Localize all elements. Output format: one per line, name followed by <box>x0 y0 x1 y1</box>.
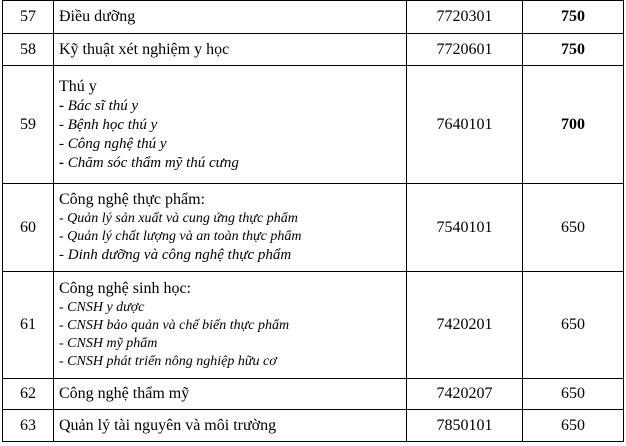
row-number: 61 <box>3 272 54 379</box>
sub-major: Chăm sóc thẩm mỹ thú cưng <box>67 154 239 171</box>
major-name: Quản lý tài nguyên và môi trường <box>54 410 407 442</box>
major-code: 7420207 <box>407 379 523 410</box>
major-score: 650 <box>523 272 624 379</box>
row-number: 59 <box>3 66 54 184</box>
table-row <box>3 184 624 272</box>
major-code: 7720301 <box>407 1 523 34</box>
sub-major: Bác sĩ thú y <box>67 97 139 114</box>
major-score: 700 <box>523 66 624 184</box>
table-row <box>3 34 624 66</box>
major-score: 650 <box>523 184 624 272</box>
major-score: 650 <box>523 379 624 410</box>
major-name-cell: Công nghệ sinh học: - CNSH y dược - CNSH bảo quản và chế biến thực phẩm - CNSH mỹ phẩm - CNSH phát triển nông nghiệp hữu cơ <box>54 272 407 379</box>
sub-major: Bệnh học thú y <box>67 116 158 133</box>
major-code: 7540101 <box>407 184 523 272</box>
table-row <box>3 1 624 34</box>
major-code: 7850101 <box>407 410 523 442</box>
row-number: 63 <box>3 410 54 442</box>
row-number: 57 <box>3 1 54 34</box>
majors-table <box>2 0 624 442</box>
major-name-cell: Thú y - Bác sĩ thú y - Bệnh học thú y - Công nghệ thú y - Chăm sóc thẩm mỹ thú cưng <box>54 66 407 184</box>
major-score: 750 <box>523 34 624 66</box>
table-row <box>3 379 624 410</box>
row-number: 58 <box>3 34 54 66</box>
sub-major: Công nghệ thú y <box>67 135 167 152</box>
major-name: Kỹ thuật xét nghiệm y học <box>54 34 407 66</box>
table-row <box>3 272 624 379</box>
sub-major: Quản lý chất lượng và an toàn thực phẩm <box>67 229 302 244</box>
major-name: Công nghệ thực phẩm: <box>59 191 205 208</box>
sub-major: Quản lý sản xuất và cung ứng thực phẩm <box>67 211 298 226</box>
major-name: Công nghệ thẩm mỹ <box>54 379 407 410</box>
sub-major: CNSH y dược <box>67 300 145 315</box>
major-score: 650 <box>523 410 624 442</box>
major-code: 7640101 <box>407 66 523 184</box>
major-name: Điều dưỡng <box>54 1 407 34</box>
sub-major: CNSH phát triển nông nghiệp hữu cơ <box>67 354 277 369</box>
sub-major: CNSH mỹ phẩm <box>67 336 158 351</box>
row-number: 60 <box>3 184 54 272</box>
sub-major: Dinh dưỡng và công nghệ thực phẩm <box>67 247 292 263</box>
major-name-cell: Công nghệ thực phẩm: - Quản lý sản xuất và cung ứng thực phẩm - Quản lý chất lượng và an toàn thực phẩm - Dinh dưỡng và công nghệ thực phẩm <box>54 184 407 272</box>
row-number: 62 <box>3 379 54 410</box>
sub-major: CNSH bảo quản và chế biến thực phẩm <box>67 318 290 333</box>
major-code: 7420201 <box>407 272 523 379</box>
table-row <box>3 410 624 442</box>
major-name: Thú y <box>59 77 97 95</box>
major-score: 750 <box>523 1 624 34</box>
major-name: Công nghệ sinh học: <box>59 280 191 297</box>
major-code: 7720601 <box>407 34 523 66</box>
table-row <box>3 66 624 184</box>
